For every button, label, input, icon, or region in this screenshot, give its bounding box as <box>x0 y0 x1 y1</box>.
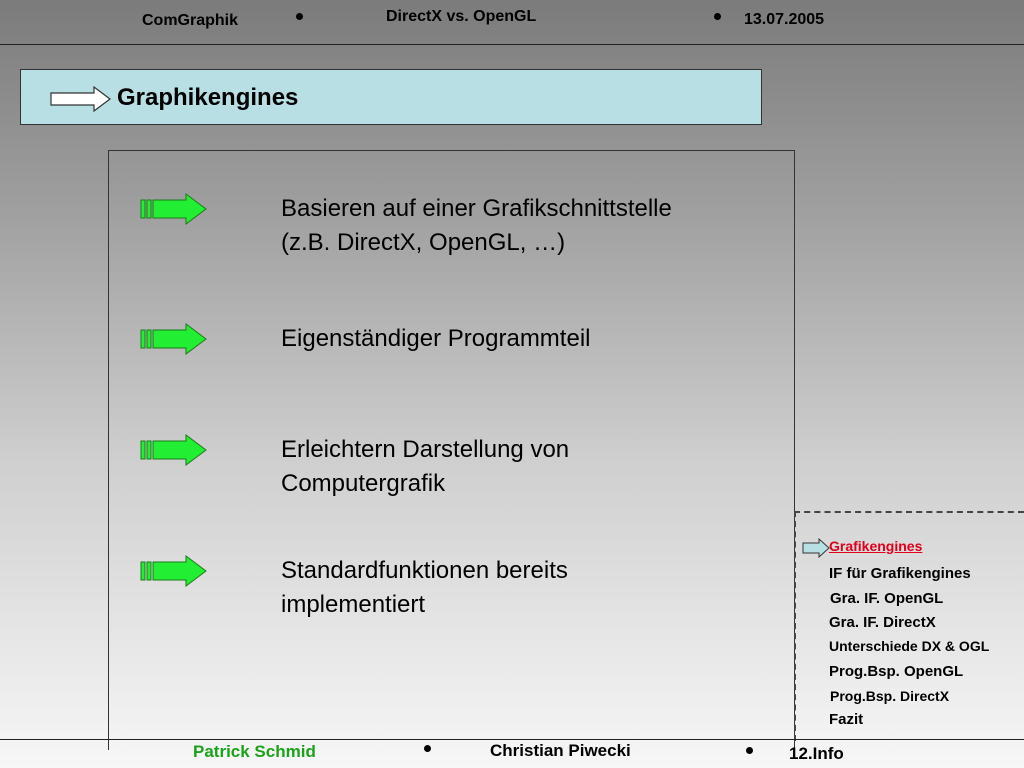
nav-item-progbsp-directx[interactable]: Prog.Bsp. DirectX <box>830 688 950 704</box>
green-arrow-icon <box>140 193 208 225</box>
footer-divider <box>0 739 1024 740</box>
bullet-4-line2: implementiert <box>281 591 426 618</box>
nav-dashed-border-top <box>794 511 1024 513</box>
nav-item-grafikengines[interactable]: Grafikengines <box>829 538 923 554</box>
bullet-3-line2: Computergrafik <box>281 470 446 497</box>
bullet-3-text <box>281 433 569 501</box>
header-bullet-dot <box>296 13 303 20</box>
footer-author-1: Patrick Schmid <box>193 742 316 761</box>
footer-page-info: 12.Info <box>789 744 844 763</box>
footer-author-2: Christian Piwecki <box>490 741 631 760</box>
nav-item-if-fuer-grafikengines[interactable]: IF für Grafikengines <box>829 565 971 582</box>
footer-bullet-dot <box>424 745 431 752</box>
nav-item-gra-if-opengl[interactable]: Gra. IF. OpenGL <box>830 590 944 607</box>
header-date: 13.07.2005 <box>744 11 825 28</box>
bullet-3-line1: Erleichtern Darstellung von <box>281 436 570 463</box>
nav-item-progbsp-opengl[interactable]: Prog.Bsp. OpenGL <box>829 663 964 680</box>
header-divider <box>0 44 1024 45</box>
nav-dashed-border-left <box>794 511 796 741</box>
bullet-4-line1: Standardfunktionen bereits <box>281 557 568 584</box>
footer-bullet-dot <box>746 747 753 754</box>
nav-item-gra-if-directx[interactable]: Gra. IF. DirectX <box>829 614 936 631</box>
green-arrow-icon <box>140 555 208 587</box>
bullet-2-text <box>281 322 590 356</box>
slide-title: Graphikengines <box>117 84 299 111</box>
green-arrow-icon <box>140 434 208 466</box>
bullet-2-line1: Eigenständiger Programmteil <box>281 325 591 352</box>
nav-item-unterschiede[interactable]: Unterschiede DX & OGL <box>829 638 990 654</box>
bullet-1-text <box>281 192 672 260</box>
nav-item-fazit[interactable]: Fazit <box>829 711 864 728</box>
bullet-4-text <box>281 554 568 622</box>
nav-current-arrow-icon <box>802 538 830 558</box>
header-topic: DirectX vs. OpenGL <box>386 8 537 25</box>
green-arrow-icon <box>140 323 208 355</box>
bullet-1-line1: Basieren auf einer Grafikschnittstelle <box>281 195 672 222</box>
header-bullet-dot <box>714 13 721 20</box>
header-course: ComGraphik <box>142 12 239 29</box>
bullet-1-line2: (z.B. DirectX, OpenGL, …) <box>281 229 566 256</box>
title-arrow-icon <box>50 86 112 112</box>
